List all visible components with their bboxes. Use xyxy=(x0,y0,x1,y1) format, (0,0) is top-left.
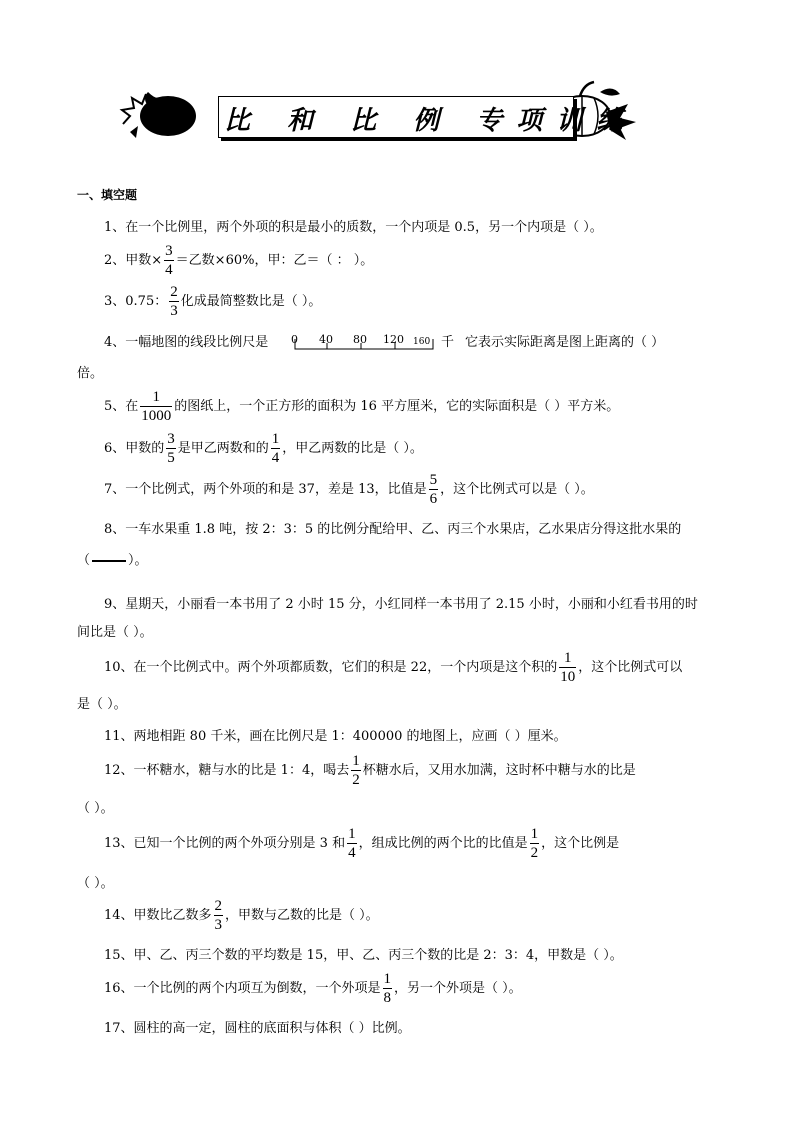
q12-text-b: 杯糖水后，又用水加满，这时杯中糖与水的比是 xyxy=(362,763,636,778)
q16-text-a: 16、一个比例的两个内项互为倒数，一个外项是 xyxy=(104,981,381,996)
question-8-text-a: 8、一车水果重 1.8 吨，按 2：3：5 的比例分配给甲、乙、丙三个水果店，乙水果店分得这批水果的 xyxy=(104,522,682,537)
scale-label-0: 0 xyxy=(291,333,298,346)
page-title: 比 和 比 例 专项训练 xyxy=(224,106,637,136)
question-7 xyxy=(104,471,594,508)
q6-denominator-2: 4 xyxy=(271,450,280,466)
scale-label-120: 120 xyxy=(383,333,404,346)
q6-numerator-2: 1 xyxy=(271,431,280,447)
q14-text-a: 14、甲数比乙数多 xyxy=(104,908,212,923)
q8-answer-blank xyxy=(92,560,126,562)
q3-numerator: 2 xyxy=(170,284,178,300)
q2-text-b: ＝乙数×60%，甲：乙＝（ ： ）。 xyxy=(175,253,374,268)
q2-denominator: 4 xyxy=(165,262,173,278)
q13-numerator-1: 1 xyxy=(348,826,356,842)
q10-denominator: 10 xyxy=(560,669,576,685)
q6-text-c: ，甲乙两数的比是（ ）。 xyxy=(282,441,423,456)
q8-open-paren: （ xyxy=(77,553,91,568)
question-12-text-c: （ ）。 xyxy=(77,801,114,816)
q13-denominator-2: 2 xyxy=(530,845,539,861)
scale-label-160: 160 xyxy=(413,337,431,347)
q14-fraction xyxy=(214,897,224,934)
question-4-text-a: 4、一幅地图的线段比例尺是 xyxy=(104,335,269,350)
q12-numerator: 1 xyxy=(352,753,360,769)
q7-text-a: 7、一个比例式，两个外项的和是 37，差是 13，比值是 xyxy=(104,482,427,497)
scale-label-80: 80 xyxy=(353,333,367,346)
q7-denominator: 6 xyxy=(429,491,438,507)
question-15: 15、甲、乙、丙三个数的平均数是 15，甲、乙、丙三个数的比是 2：3：4，甲数是（ ）。 xyxy=(104,948,623,963)
q7-fraction xyxy=(429,471,439,508)
q16-fraction xyxy=(383,970,393,1007)
q13-text-c: ，这个比例是 xyxy=(541,836,620,851)
q2-numerator: 3 xyxy=(165,243,173,259)
question-4-text-c: 倍。 xyxy=(77,366,104,381)
q10-text-b: ，这个比例式可以 xyxy=(578,660,683,675)
q6-denominator-1: 5 xyxy=(167,450,175,466)
question-5 xyxy=(104,388,619,425)
q14-numerator: 2 xyxy=(214,898,223,914)
q13-fraction-2 xyxy=(530,825,540,862)
q12-text-a: 12、一杯糖水，糖与水的比是 1：4，喝去 xyxy=(104,763,350,778)
q16-text-b: ，另一个外项是（ ）。 xyxy=(394,981,522,996)
question-6 xyxy=(104,430,423,467)
q5-fraction xyxy=(140,388,172,425)
q10-text-a: 10、在一个比例式中。两个外项都质数，它们的积是 22，一个内项是这个积的 xyxy=(104,660,558,675)
q10-fraction xyxy=(559,649,576,686)
q13-text-a: 13、已知一个比例的两个外项分别是 3 和 xyxy=(104,836,346,851)
question-9-text-a: 9、星期天，小丽看一本书用了 2 小时 15 分，小红同样一本书用了 2.15 小时，小丽和小红看书用的时 xyxy=(104,597,698,612)
q13-fraction-1 xyxy=(347,825,357,862)
q7-numerator: 5 xyxy=(429,472,438,488)
q13-denominator-1: 4 xyxy=(348,845,356,861)
q12-denominator: 2 xyxy=(352,772,360,788)
question-13-text-d: （ ）。 xyxy=(77,876,114,891)
q6-text-b: 是甲乙两数和的 xyxy=(177,441,269,456)
q6-fraction-2 xyxy=(271,430,281,467)
scale-bar xyxy=(291,333,441,353)
question-17: 17、圆柱的高一定，圆柱的底面积与体积（ ）比例。 xyxy=(104,1021,411,1036)
scale-line xyxy=(291,339,437,351)
question-4-text-b: 它表示实际距离是图上距离的（ ） xyxy=(465,335,665,350)
q3-denominator: 3 xyxy=(170,303,178,319)
q5-denominator: 1000 xyxy=(141,408,172,424)
q3-text-a: 3、0.75： xyxy=(104,294,168,309)
q14-denominator: 3 xyxy=(214,917,223,933)
question-2 xyxy=(104,242,373,279)
q2-fraction xyxy=(164,242,174,279)
q5-numerator: 1 xyxy=(152,389,161,405)
q16-numerator: 1 xyxy=(383,971,392,987)
q12-fraction xyxy=(351,752,361,789)
q3-fraction xyxy=(169,283,179,320)
question-10 xyxy=(104,649,682,686)
q6-numerator-1: 3 xyxy=(167,431,175,447)
question-3 xyxy=(104,283,321,320)
q4-unit: 千 xyxy=(441,335,455,350)
question-10-text-c: 是（ ）。 xyxy=(77,697,127,712)
q6-fraction-1 xyxy=(166,430,176,467)
question-8-text-b xyxy=(77,549,148,568)
scale-label-40: 40 xyxy=(319,333,333,346)
q13-text-b: ，组成比例的两个比的比值是 xyxy=(358,836,528,851)
q5-text-b: 的图纸上，一个正方形的面积为 16 平方厘米，它的实际面积是（ ）平方米。 xyxy=(174,399,620,414)
q14-text-b: ，甲数与乙数的比是（ ）。 xyxy=(225,908,379,923)
q6-text-a: 6、甲数的 xyxy=(104,441,165,456)
q10-numerator: 1 xyxy=(563,650,572,666)
left-pumpkin-decoration xyxy=(118,84,198,144)
q16-denominator: 8 xyxy=(383,990,392,1006)
q3-text-b: 化成最简整数比是（ ）。 xyxy=(180,294,322,309)
q5-text-a: 5、在 xyxy=(104,399,139,414)
q13-numerator-2: 1 xyxy=(530,826,539,842)
question-11: 11、两地相距 80 千米，画在比例尺是 1：400000 的地图上，应画（ ）厘米。 xyxy=(104,729,567,744)
q2-text-a: 2、甲数× xyxy=(104,253,163,268)
question-12 xyxy=(104,752,636,789)
q7-text-b: ，这个比例式可以是（ ）。 xyxy=(440,482,594,497)
question-9-text-b: 间比是（ ）。 xyxy=(77,625,153,640)
question-1: 1、在一个比例里，两个外项的积是最小的质数，一个内项是 0.5，另一个内项是（ ）。 xyxy=(104,220,603,235)
section-heading: 一、填空题 xyxy=(77,188,138,202)
q8-close-paren: ）。 xyxy=(128,553,148,568)
question-13 xyxy=(104,825,619,862)
question-16 xyxy=(104,970,522,1007)
question-14 xyxy=(104,897,379,934)
